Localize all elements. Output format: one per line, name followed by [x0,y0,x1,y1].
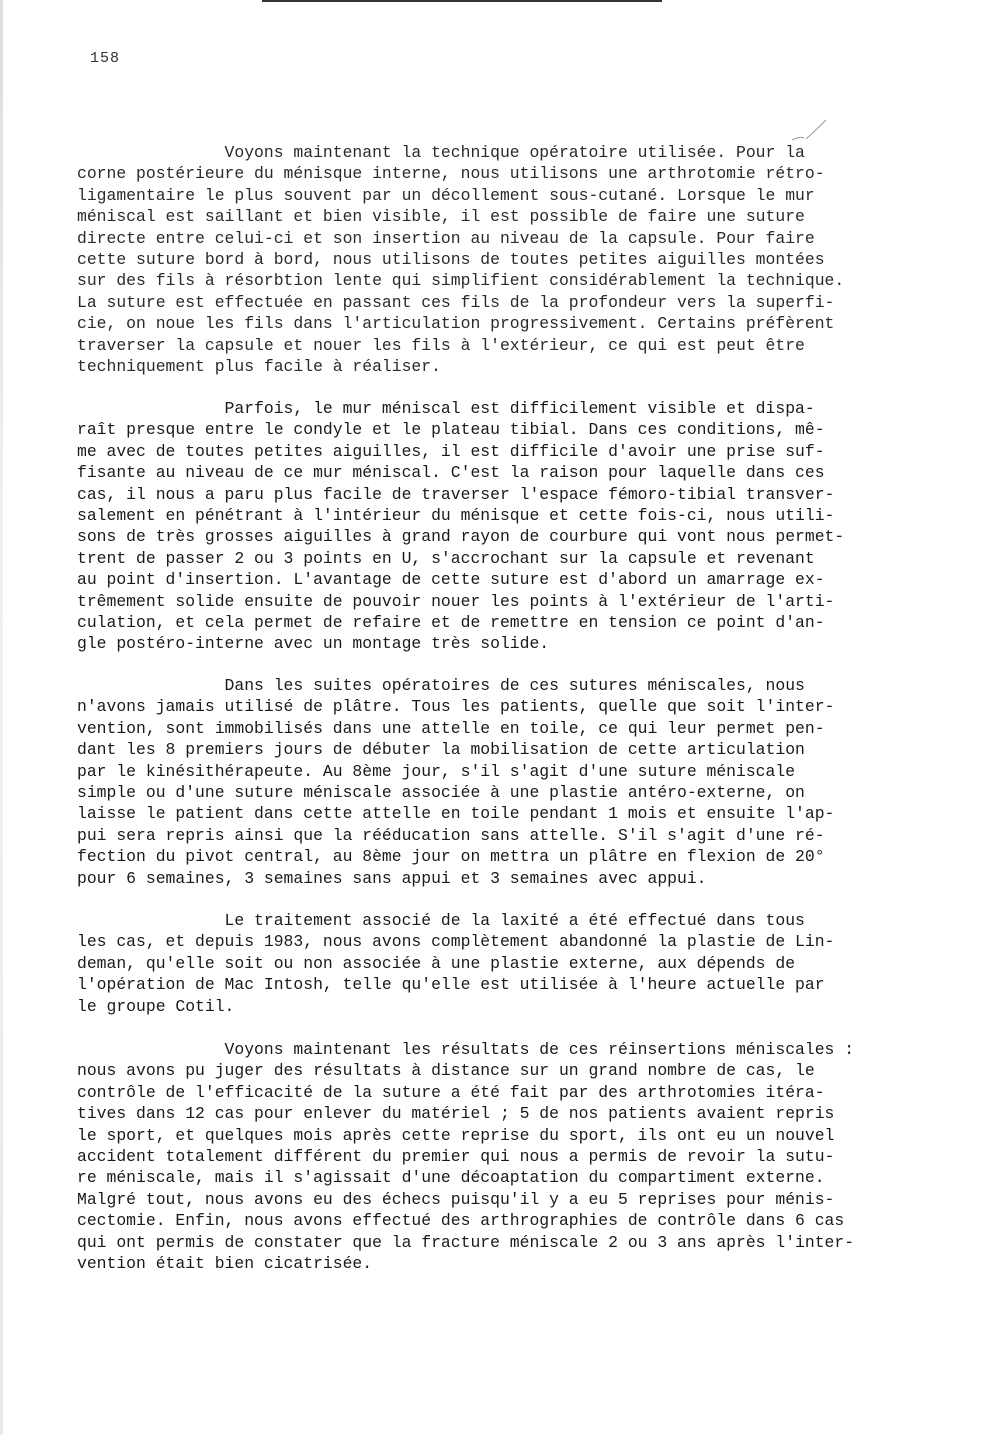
page-number: 158 [90,50,121,67]
paragraph-postoperative: Dans les suites opératoires de ces sutures méniscales, nous n'avons jamais utilisé de plâtre. Tous les patients, quelle que soit l'inter- vention, sont immobilisés dans une attelle en toile, ce qui leur permet pen- dant les 8 premiers jours de débuter la mobilisation de cette articulation par le kinésithérapeute. Au 8ème jour, s'il s'agit d'une suture méniscale simple ou d'une suture méniscale associée à une plastie antéro-externe, on laisse le patient dans cette attelle en toile pendant 1 mois et ensuite l'ap- pui sera repris ainsi que la rééducation sans attelle. S'il s'agit d'une ré- fection du pivot central, au 8ème jour on mettra un plâtre en flexion de 20° pour 6 semaines, 3 semaines sans appui et 3 semaines avec appui. [77,676,835,888]
paragraph-operative-technique: Voyons maintenant la technique opératoire utilisée. Pour la corne postérieure du ménisque interne, nous utilisons une arthrotomie rétro- ligamentaire le plus souvent par un décollement sous-cutané. Lorsque le mur méniscal est saillant et bien visible, il est possible de faire une suture directe entre celui-ci et son insertion au niveau de la capsule. Pour faire cette suture bord à bord, nous utilisons de toutes petites aiguilles montées sur des fils à résorbtion lente qui simplifient considérablement la technique. La suture est effectuée en passant ces fils de la profondeur vers la superfi- cie, on noue les fils dans l'articulation progressivement. Certains préfèrent traverser la capsule et nouer les fils à l'extérieur, ce qui est peut être techniquement plus facile à réaliser. [77,143,845,377]
paragraph-results: Voyons maintenant les résultats de ces réinsertions méniscales : nous avons pu juger des résultats à distance sur un grand nombre de cas, le contrôle de l'efficacité de la suture a été fait par des arthrotomies itéra- tives dans 12 cas pour enlever du matériel ; 5 de nos patients avaient repris le sport, et quelques mois après cette reprise du sport, ils ont eu un nouvel accident totalement différent du premier qui nous a permis de revoir la sutu- re méniscale, mais il s'agissait d'une décoaptation du compartiment externe. Malgré tout, nous avons eu des échecs puisqu'il y a eu 5 reprises pour ménis- cectomie. Enfin, nous avons effectué des arthrographies de contrôle dans 6 cas qui ont permis de constater que la fracture méniscale 2 ou 3 ans après l'inter- vention était bien cicatrisée. [77,1040,855,1274]
scan-edge [0,0,3,1435]
top-rule [262,0,662,2]
paragraph-laxity-treatment: Le traitement associé de la laxité a été effectué dans tous les cas, et depuis 1983, nous avons complètement abandonné la plastie de Lin- deman, qu'elle soit ou non associée à une plastie externe, aux dépends de l'opération de Mac Intosh, telle qu'elle est utilisée à l'heure actuelle par le groupe Cotil. [77,911,835,1016]
paragraph-meniscal-wall: Parfois, le mur méniscal est difficilement visible et dispa- raît presque entre le condyle et le plateau tibial. Dans ces conditions, mê- me avec de toutes petites aiguilles, il est difficile d'avoir une prise suf- fisante au niveau de ce mur méniscal. C'est la raison pour laquelle dans ces cas, il nous a paru plus facile de traverser l'espace fémoro-tibial transver- salement en pénétrant à l'intérieur du ménisque et cette fois-ci, nous utili- sons de très grosses aiguilles à grand rayon de courbure qui vont nous permet- trent de passer 2 ou 3 points en U, s'accrochant sur la capsule et revenant au point d'insertion. L'avantage de cette suture est d'abord un amarrage ex- trêmement solide ensuite de pouvoir nouer les points à l'extérieur de l'arti- culation, et cela permet de refaire et de remettre en tension ce point d'an- gle postéro-interne avec un montage très solide. [77,399,845,654]
